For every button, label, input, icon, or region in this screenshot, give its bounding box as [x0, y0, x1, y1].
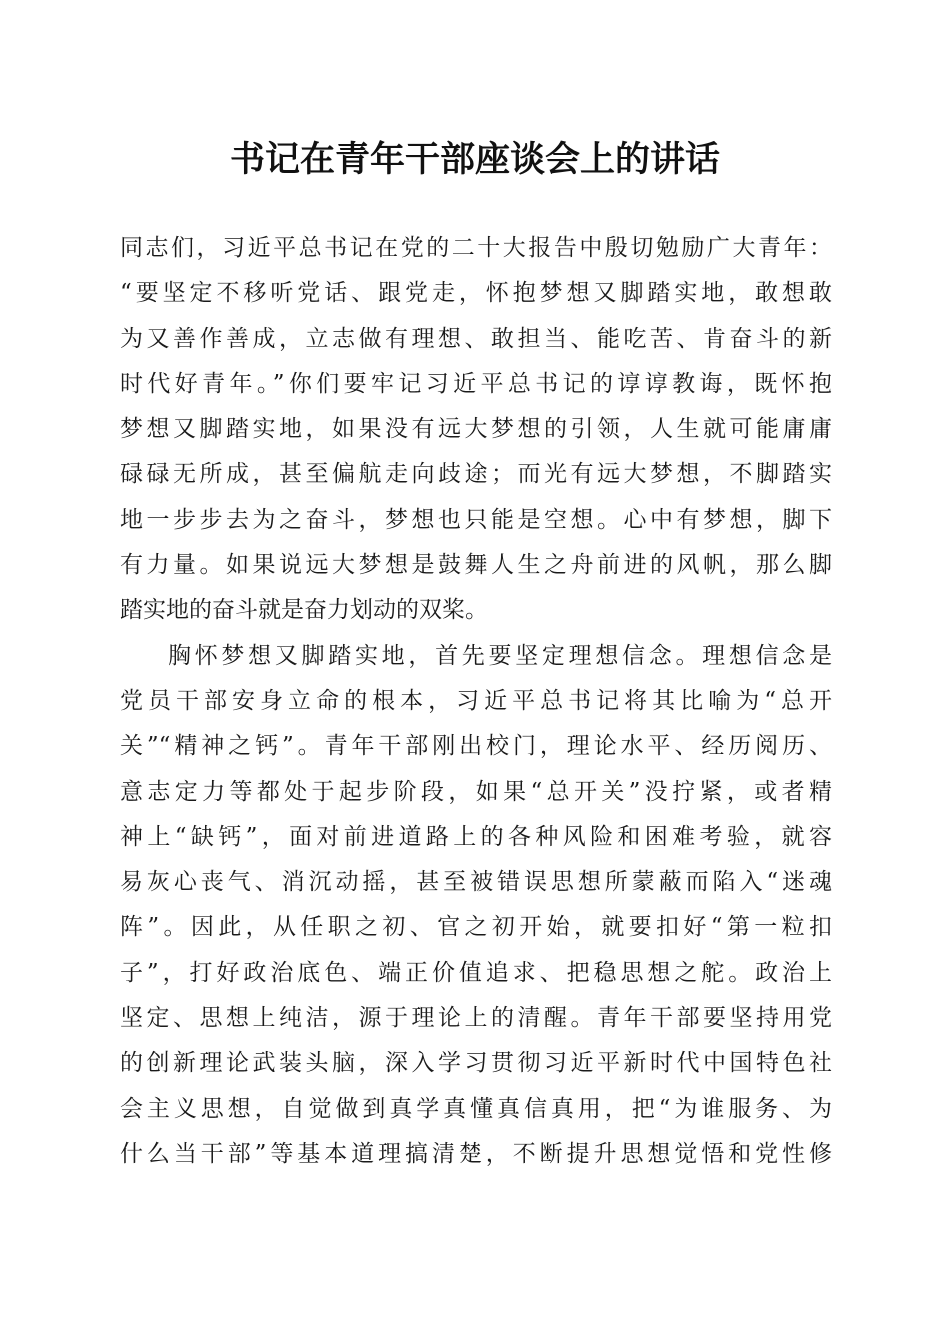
body-line: 党员干部安身立命的根本，习近平总书记将其比喻为“总开: [120, 687, 832, 714]
body-line: 碌碌无所成，甚至偏航走向歧途；而光有远大梦想，不脚踏实: [120, 461, 832, 488]
body-line: 地一步步去为之奋斗，梦想也只能是空想。心中有梦想，脚下: [120, 506, 832, 533]
body-line: 的创新理论武装头脑，深入学习贯彻习近平新时代中国特色社: [120, 1050, 832, 1077]
document-title: 书记在青年干部座谈会上的讲话: [229, 139, 720, 180]
body-line: 易灰心丧气、消沉动摇，甚至被错误思想所蒙蔽而陷入“迷魂: [120, 869, 832, 896]
body-line: 踏实地的奋斗就是奋力划动的双桨。: [120, 597, 488, 624]
body-line: 同志们，习近平总书记在党的二十大报告中殷切勉励广大青年：: [120, 235, 832, 261]
body-line: 关”“精神之钙”。青年干部刚出校门，理论水平、经历阅历、: [120, 733, 832, 760]
document-body: [120, 226, 832, 1177]
body-line: “要坚定不移听党话、跟党走，怀抱梦想又脚踏实地，敢想敢: [120, 280, 832, 307]
body-line: 什么当干部”等基本道理搞清楚，不断提升思想觉悟和党性修: [120, 1140, 832, 1167]
body-line: 梦想又脚踏实地，如果没有远大梦想的引领，人生就可能庸庸: [120, 416, 832, 443]
body-line: 有力量。如果说远大梦想是鼓舞人生之舟前进的风帆，那么脚: [120, 552, 832, 579]
body-line: 时代好青年。”你们要牢记习近平总书记的谆谆教诲，既怀抱: [120, 370, 832, 397]
body-line: 阵”。因此，从任职之初、官之初开始，就要扣好“第一粒扣: [120, 914, 832, 941]
body-line: 为又善作善成，立志做有理想、敢担当、能吃苦、肯奋斗的新: [120, 325, 832, 352]
body-line: 神上“缺钙”，面对前进道路上的各种风险和困难考验，就容: [120, 823, 832, 850]
body-line: 会主义思想，自觉做到真学真懂真信真用，把“为谁服务、为: [120, 1095, 832, 1122]
body-line: 意志定力等都处于起步阶段，如果“总开关”没拧紧，或者精: [120, 778, 832, 805]
body-line: 子”，打好政治底色、端正价值追求、把稳思想之舵。政治上: [120, 959, 832, 986]
body-line: 坚定、思想上纯洁，源于理论上的清醒。青年干部要坚持用党: [120, 1005, 832, 1032]
body-line: 胸怀梦想又脚踏实地，首先要坚定理想信念。理想信念是: [168, 642, 832, 669]
